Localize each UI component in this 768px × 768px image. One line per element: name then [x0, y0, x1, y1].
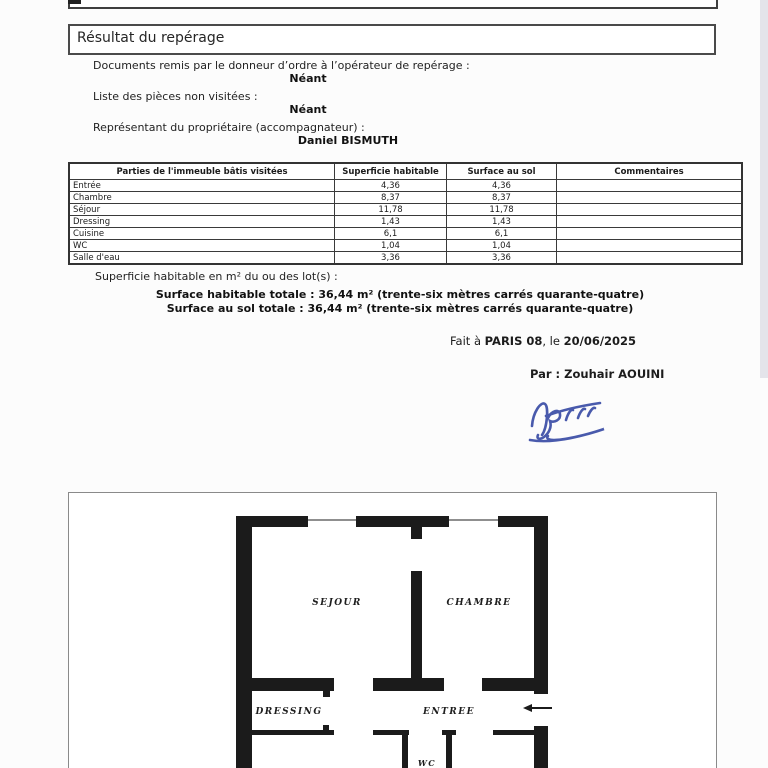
totals-intro: Superficie habitable en m² du ou des lot(s) : — [95, 270, 338, 283]
room-name: Dressing — [69, 216, 335, 228]
room-habitable: 1,04 — [335, 240, 447, 252]
room-sol: 8,37 — [447, 192, 557, 204]
room-name: Entrée — [69, 180, 335, 192]
table-row — [69, 192, 742, 204]
col-header-superficie: Superficie habitable — [335, 163, 447, 180]
room-name: Salle d'eau — [69, 252, 335, 265]
col-header-surface-sol: Surface au sol — [447, 163, 557, 180]
room-name: WC — [69, 240, 335, 252]
room-label-chambre: CHAMBRE — [446, 598, 512, 608]
fait-le: , le — [542, 334, 564, 348]
wall-top-segment — [236, 516, 308, 527]
room-sol: 1,43 — [447, 216, 557, 228]
room-habitable: 3,36 — [335, 252, 447, 265]
room-comment — [557, 180, 743, 192]
documents-label: Documents remis par le donneur d’ordre à l’opérateur de repérage : — [93, 59, 470, 72]
entrance-arrow-line — [531, 707, 552, 709]
room-habitable: 4,36 — [335, 180, 447, 192]
window-line — [449, 519, 498, 521]
floorplan — [68, 492, 717, 768]
wall-door-jamb — [323, 725, 329, 730]
wall-sejour-chambre — [411, 571, 422, 678]
fait-line — [450, 334, 636, 348]
previous-section-corner — [68, 0, 81, 4]
fait-date: 20/06/2025 — [563, 334, 637, 348]
wall-wc-left — [402, 735, 408, 768]
room-name: Séjour — [69, 204, 335, 216]
total-habitable: Surface habitable totale : 36,44 m² (trente-six mètres carrés quarante-quatre) — [155, 288, 645, 301]
window-line — [308, 519, 356, 521]
pieces-value: Néant — [289, 103, 327, 116]
page-edge-shadow — [760, 0, 768, 378]
room-habitable: 8,37 — [335, 192, 447, 204]
wall-stub — [411, 527, 422, 539]
room-comment — [557, 252, 743, 265]
representant-value: Daniel BISMUTH — [297, 134, 399, 147]
measurements-table — [68, 162, 743, 265]
table-row — [69, 252, 742, 265]
room-habitable: 1,43 — [335, 216, 447, 228]
totals-lines — [98, 288, 702, 316]
fait-prefix: Fait à — [450, 334, 485, 348]
room-label-wc: WC — [417, 758, 437, 768]
room-comment — [557, 192, 743, 204]
room-habitable: 11,78 — [335, 204, 447, 216]
wall-dressing-bottom — [251, 730, 334, 735]
documents-value: Néant — [289, 72, 327, 85]
section-title-box — [68, 24, 716, 55]
room-sol: 3,36 — [447, 252, 557, 265]
room-sol: 1,04 — [447, 240, 557, 252]
table-header-row — [69, 163, 742, 180]
table-row — [69, 228, 742, 240]
page-title: Résultat du repérage — [77, 30, 225, 46]
fait-city: PARIS 08 — [484, 334, 543, 348]
table-row — [69, 240, 742, 252]
table-row — [69, 180, 742, 192]
wall-bottom-right — [493, 730, 537, 735]
room-name: Cuisine — [69, 228, 335, 240]
room-habitable: 6,1 — [335, 228, 447, 240]
room-sol: 6,1 — [447, 228, 557, 240]
representant-label: Représentant du propriétaire (accompagnateur) : — [93, 121, 365, 134]
room-sol: 11,78 — [447, 204, 557, 216]
signature-icon — [518, 390, 618, 452]
previous-section-box — [68, 0, 718, 9]
room-comment — [557, 204, 743, 216]
table-row — [69, 204, 742, 216]
room-label-dressing: DRESSING — [255, 707, 323, 717]
wall-wc-right — [446, 735, 452, 768]
room-sol: 4,36 — [447, 180, 557, 192]
wall-mid-segment — [236, 678, 334, 691]
signer-line: Par : Zouhair AOUINI — [530, 367, 665, 381]
table-row — [69, 216, 742, 228]
room-name: Chambre — [69, 192, 335, 204]
wall-door-jamb — [323, 691, 330, 697]
room-label-entree: ENTREE — [423, 707, 475, 717]
room-comment — [557, 228, 743, 240]
total-sol: Surface au sol totale : 36,44 m² (trente-six mètres carrés quarante-quatre) — [166, 302, 634, 315]
room-comment — [557, 216, 743, 228]
room-label-sejour: SEJOUR — [312, 598, 362, 608]
wall-top-segment — [356, 516, 449, 527]
wall-left — [236, 516, 252, 768]
col-header-commentaires: Commentaires — [557, 163, 743, 180]
col-header-parties: Parties de l'immeuble bâtis visitées — [69, 163, 335, 180]
room-comment — [557, 240, 743, 252]
wall-mid-segment — [482, 678, 548, 691]
pieces-label: Liste des pièces non visitées : — [93, 90, 258, 103]
wall-mid-segment — [373, 678, 444, 691]
wall-right-upper — [534, 516, 548, 694]
